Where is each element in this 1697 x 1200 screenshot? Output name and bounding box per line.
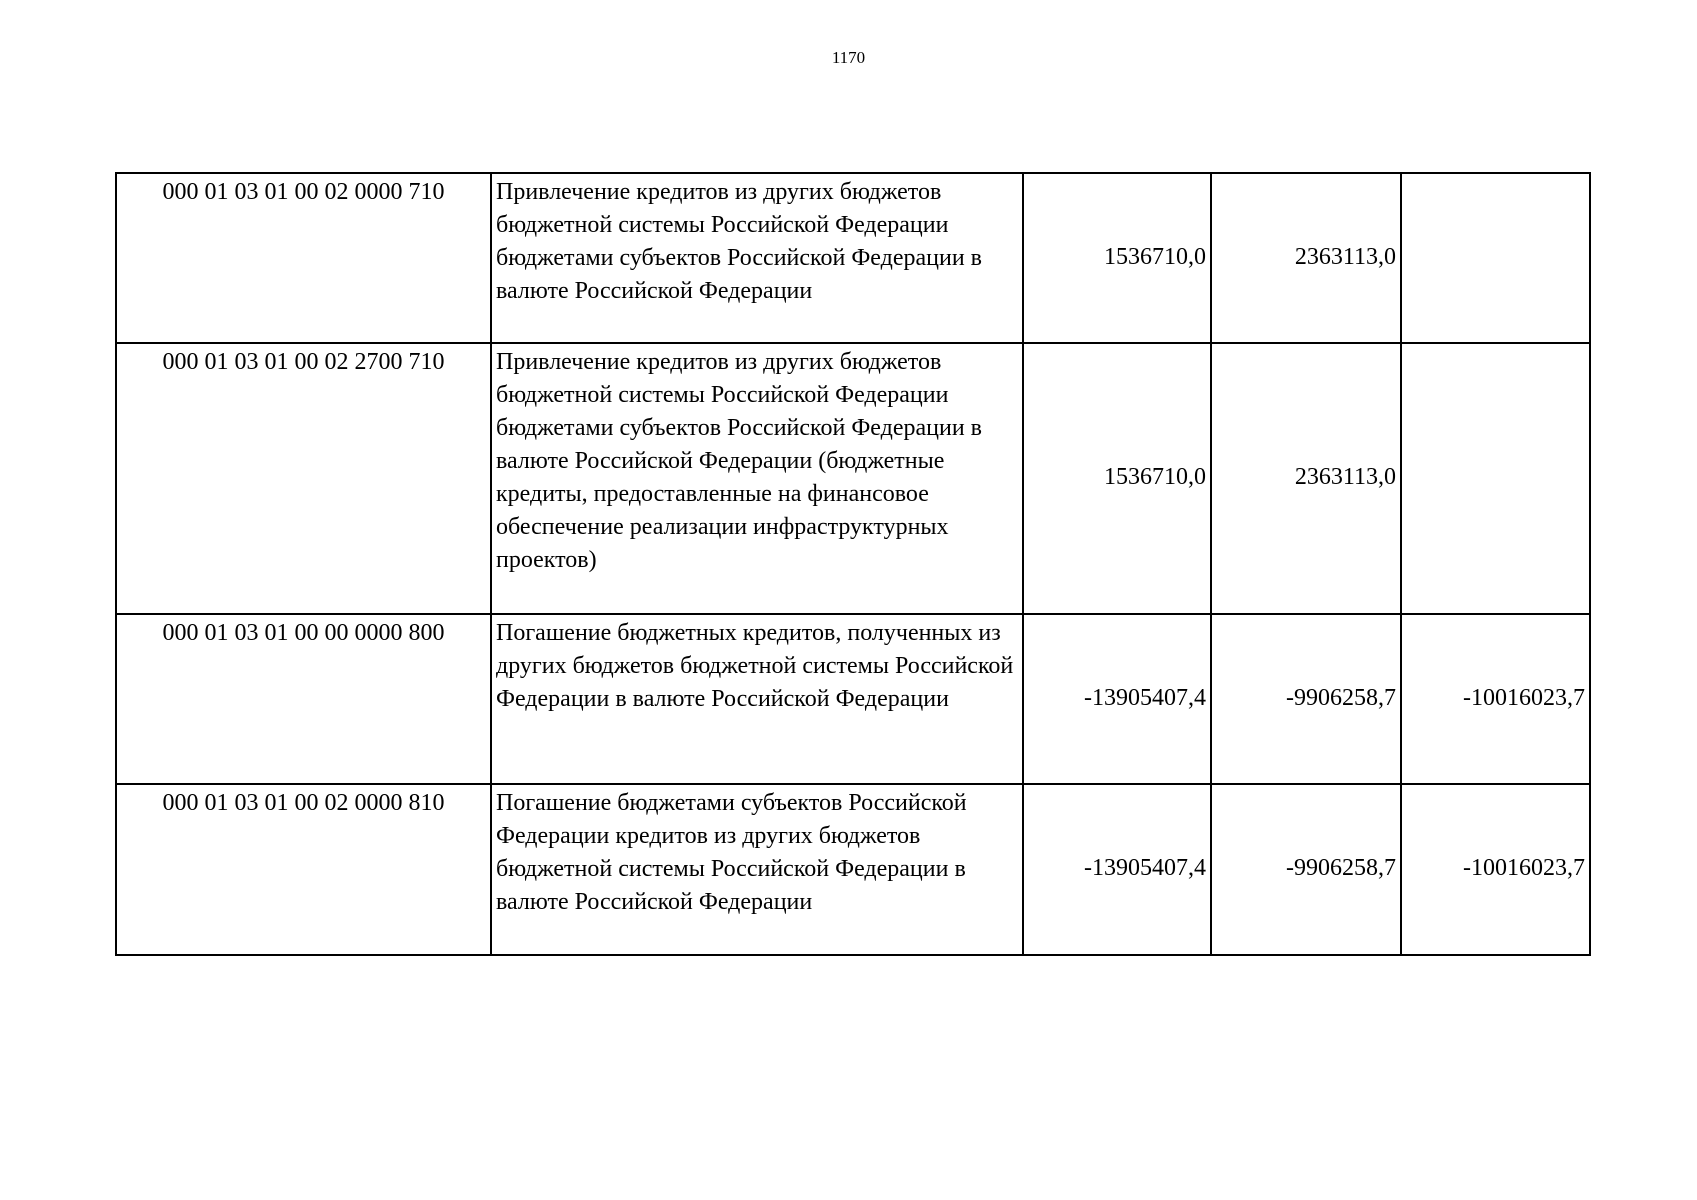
value-cell-3: -10016023,7 (1401, 614, 1590, 784)
table-row (116, 784, 1590, 955)
budget-code-cell: 000 01 03 01 00 02 0000 810 (116, 784, 491, 955)
table-row (116, 614, 1590, 784)
page-number: 1170 (831, 48, 866, 67)
value-cell-3 (1401, 173, 1590, 343)
table-row (116, 173, 1590, 343)
description-cell: Погашение бюджетами субъектов Российской Федерации кредитов из других бюджетов бюджетной системы Российской Федерации в валюте Российской Федерации (491, 784, 1023, 955)
value-cell-2: 2363113,0 (1211, 343, 1401, 614)
value-cell-3: -10016023,7 (1401, 784, 1590, 955)
budget-code-cell: 000 01 03 01 00 02 0000 710 (116, 173, 491, 343)
description-cell: Погашение бюджетных кредитов, полученных из других бюджетов бюджетной системы Российской Федерации в валюте Российской Федерации (491, 614, 1023, 784)
value-cell-1: -13905407,4 (1023, 784, 1211, 955)
value-cell-3 (1401, 343, 1590, 614)
description-cell: Привлечение кредитов из других бюджетов бюджетной системы Российской Федерации бюджетами субъектов Российской Федерации в валюте Российской Федерации (бюджетные кредиты, предоставленные на финансовое обеспечение реализации инфраструктурных проектов) (491, 343, 1023, 614)
description-cell: Привлечение кредитов из других бюджетов бюджетной системы Российской Федерации бюджетами субъектов Российской Федерации в валюте Российской Федерации (491, 173, 1023, 343)
value-cell-2: 2363113,0 (1211, 173, 1401, 343)
budget-table (115, 172, 1591, 956)
value-cell-2: -9906258,7 (1211, 614, 1401, 784)
table-row (116, 343, 1590, 614)
value-cell-1: -13905407,4 (1023, 614, 1211, 784)
budget-code-cell: 000 01 03 01 00 00 0000 800 (116, 614, 491, 784)
value-cell-1: 1536710,0 (1023, 173, 1211, 343)
value-cell-2: -9906258,7 (1211, 784, 1401, 955)
value-cell-1: 1536710,0 (1023, 343, 1211, 614)
budget-code-cell: 000 01 03 01 00 02 2700 710 (116, 343, 491, 614)
